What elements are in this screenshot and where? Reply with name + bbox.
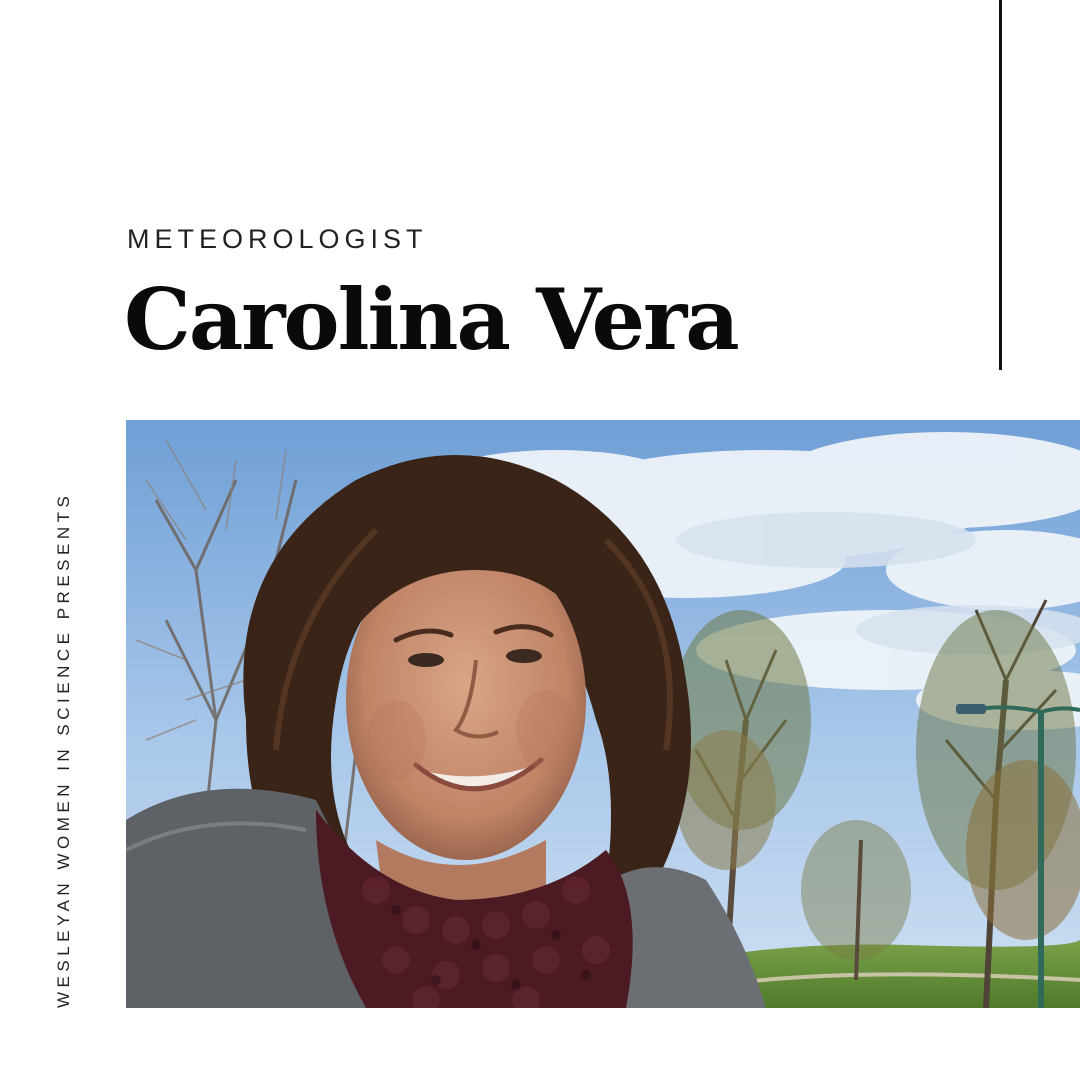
portrait-photo-illustration <box>126 420 1080 1008</box>
profession-label: METEOROLOGIST <box>127 224 428 254</box>
side-caption: WESLEYAN WOMEN IN SCIENCE PRESENTS <box>54 491 73 1008</box>
person-name-heading: Carolina Vera <box>124 270 738 369</box>
portrait-photo <box>126 420 1080 1008</box>
vertical-divider-line <box>999 0 1002 370</box>
